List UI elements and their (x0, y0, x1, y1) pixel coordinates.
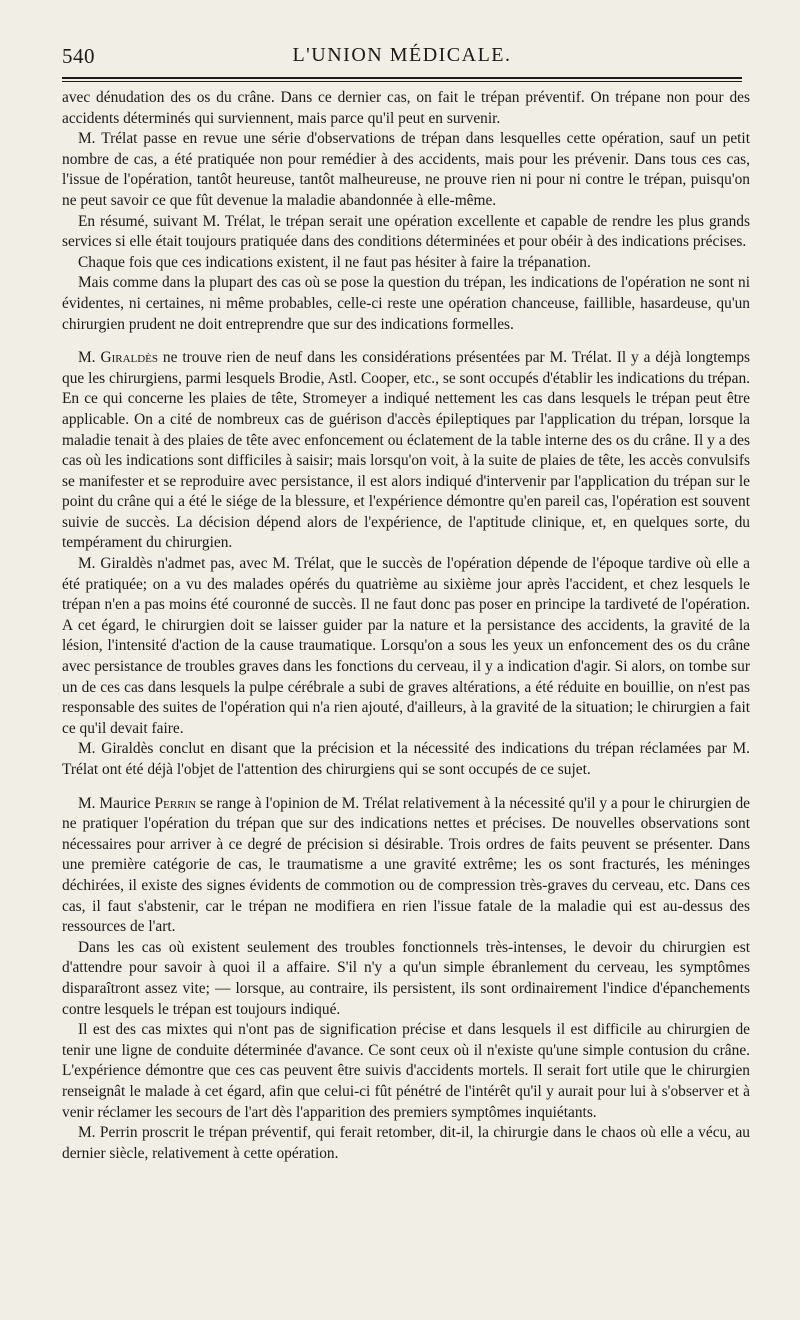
paragraph: avec dénudation des os du crâne. Dans ce dernier cas, on fait le trépan préventif. On trépane non pour des accidents déterminés qui surviennent, mais parce qu'il peut en survenir. (62, 89, 750, 127)
paragraph: Chaque fois que ces indications existent, il ne faut pas hésiter à faire la trépanation. (78, 253, 591, 271)
paragraph: Mais comme dans la plupart des cas où se pose la question du trépan, les indications de l'opération ne sont ni évidentes, ni certaines, ni même probables, celle-ci reste une opération chanceuse, faillible, hasardeuse, qu'un chirurgien prudent ne doit entreprendre que sur des indications formelles. (62, 274, 750, 333)
paragraph: M. Trélat passe en revue une série d'observations de trépan dans lesquelles cette opération, sauf un petit nombre de cas, a été pratiquée non pour remédier à des accidents, mais pour les prévenir. Dans tous ces cas, l'issue de l'opération, tantôt heureuse, tantôt malheureuse, ne prouve rien ni pour ni contre le trépan, puisqu'on ne peut savoir ce que fût devenue la maladie abandonnée à elle-même. (62, 130, 750, 209)
page-header (62, 44, 742, 76)
paragraph-text: ne trouve rien de neuf dans les considérations présentées par M. Trélat. Il y a déjà longtemps que les chirurgiens, parmi lesquels Brodie, Astl. Cooper, etc., se sont occupés d'établir les indications du trépan. En ce qui concerne les plaies de tête, Stromeyer a indiqué nettement les cas dans lesquels le trépan peut être applicable. On a cité de nombreux cas de guérison d'accès épileptiques par l'application du trépan, lorsque la maladie tenait à des plaies de tête avec enfoncement ou éclatement de la table interne des os du crâne. Il y a des cas où les indications sont difficiles à saisir; mais lorsqu'on voit, à la suite de plaies de tête, les accès convulsifs se manifester et se reproduire avec persistance, il est alors indiqué d'intervenir par l'application du trépan sur le point du crâne qui a été le siége de la blessure, et l'expérience démontre qu'en pareil cas, l'opération est souvent suivie de succès. La décision dépend alors de l'expérience, de l'aptitude clinique, et, en quelques sorte, du tempérament du chirurgien. (62, 349, 751, 552)
speaker-prefix: M. Maurice (78, 794, 155, 812)
article-body (62, 88, 750, 1164)
header-rule (62, 77, 742, 79)
header-rule-thin (62, 81, 742, 82)
paragraph-text: se range à l'opinion de M. Trélat relativement à la nécessité qu'il y a pour le chirurgien de ne pratiquer l'opération du trépan que sur des indications nettes et précises. De nouvelles observations sont nécessaires pour arriver à ce degré de précision si désirable. Trois ordres de faits peuvent se présenter. Dans une première catégorie de cas, le traumatisme a une gravité extrême; les os sont fracturés, les méninges déchirées, il existe des signes évidents de commotion ou de compression très-graves du cerveau, etc. Dans ces cas, il faut s'abstenir, car le trépan ne modifiera en rien l'issue fatale de la maladie qui est au-dessus des ressources de l'art. (62, 794, 750, 936)
paragraph: En résumé, suivant M. Trélat, le trépan serait une opération excellente et capable de rendre les plus grands services si elle était toujours pratiquée dans des conditions déterminées et pour obéir à des indications précises. (62, 212, 750, 251)
paragraph: Il est des cas mixtes qui n'ont pas de signification précise et dans lesquels il est difficile au chirurgien de tenir une ligne de conduite déterminée d'avance. Ce sont ceux où il n'existe qu'une simple contusion du crâne. L'expérience démontre que ces cas peuvent être suivis d'accidents mortels. Il serait fort utile que le chirurgien renseignât le malade à cet égard, afin que celui-ci fût pénétré de l'intérêt qu'il y aurait pour lui à s'observer et à venir réclamer les secours de l'art dès l'apparition des premiers symptômes inquiétants. (62, 1021, 750, 1121)
running-title: L'UNION MÉDICALE. (292, 44, 512, 66)
paragraph: Dans les cas où existent seulement des troubles fonctionnels très-intenses, le devoir du chirurgien est d'attendre pour savoir à quoi il a affaire. S'il n'y a qu'un simple ébranlement du cerveau, les symptômes disparaîtront assez vite; — lorsque, au contraire, ils persistent, ils sont ordinairement l'indice d'épanchements contre lesquels le trépan est toujours indiqué. (62, 938, 750, 1018)
paragraph: M. Giraldès conclut en disant que la précision et la nécessité des indications du trépan réclamées par M. Trélat ont été déjà l'objet de l'attention des chirurgiens qui se sont occupés de ce sujet. (62, 740, 750, 778)
paragraph-perrin (62, 794, 750, 938)
paragraph: M. Perrin proscrit le trépan préventif, qui ferait retomber, dit-il, la chirurgie dans le chaos où elle a vécu, au dernier siècle, relativement à cette opération. (62, 1124, 750, 1162)
speaker-name: Perrin (154, 794, 197, 812)
speaker-name: Giraldès (100, 349, 159, 367)
paragraph-giraldes (62, 348, 750, 554)
speaker-prefix: M. (78, 349, 101, 367)
page-number: 540 (62, 44, 95, 68)
paragraph: M. Giraldès n'admet pas, avec M. Trélat, que le succès de l'opération dépende de l'époque tardive où elle a été pratiquée; on a vu des malades opérés du quatrième au sixième jour après l'accident, et chez lesquels le trépan n'en a pas moins été couronné de succès. Il ne faut donc pas poser en principe la tardiveté de l'opération. A cet égard, le chirurgien doit se laisser guider par la nature et la persistance des accidents, la gravité de la lésion, l'intensité d'action de la cause traumatique. Lorsqu'on a sous les yeux un enfoncement des os du crâne avec persistance de troubles graves dans les fonctions du cerveau, il y a indication d'agir. Si alors, on tombe sur un de ces cas dans lesquels la pulpe cérébrale a subi de graves altérations, a été réduite en bouillie, on n'est pas responsable des suites de l'opération qui n'a rien ajouté, d'ailleurs, à la gravité de la situation; le chirurgien a fait ce qu'il devait faire. (62, 555, 750, 737)
